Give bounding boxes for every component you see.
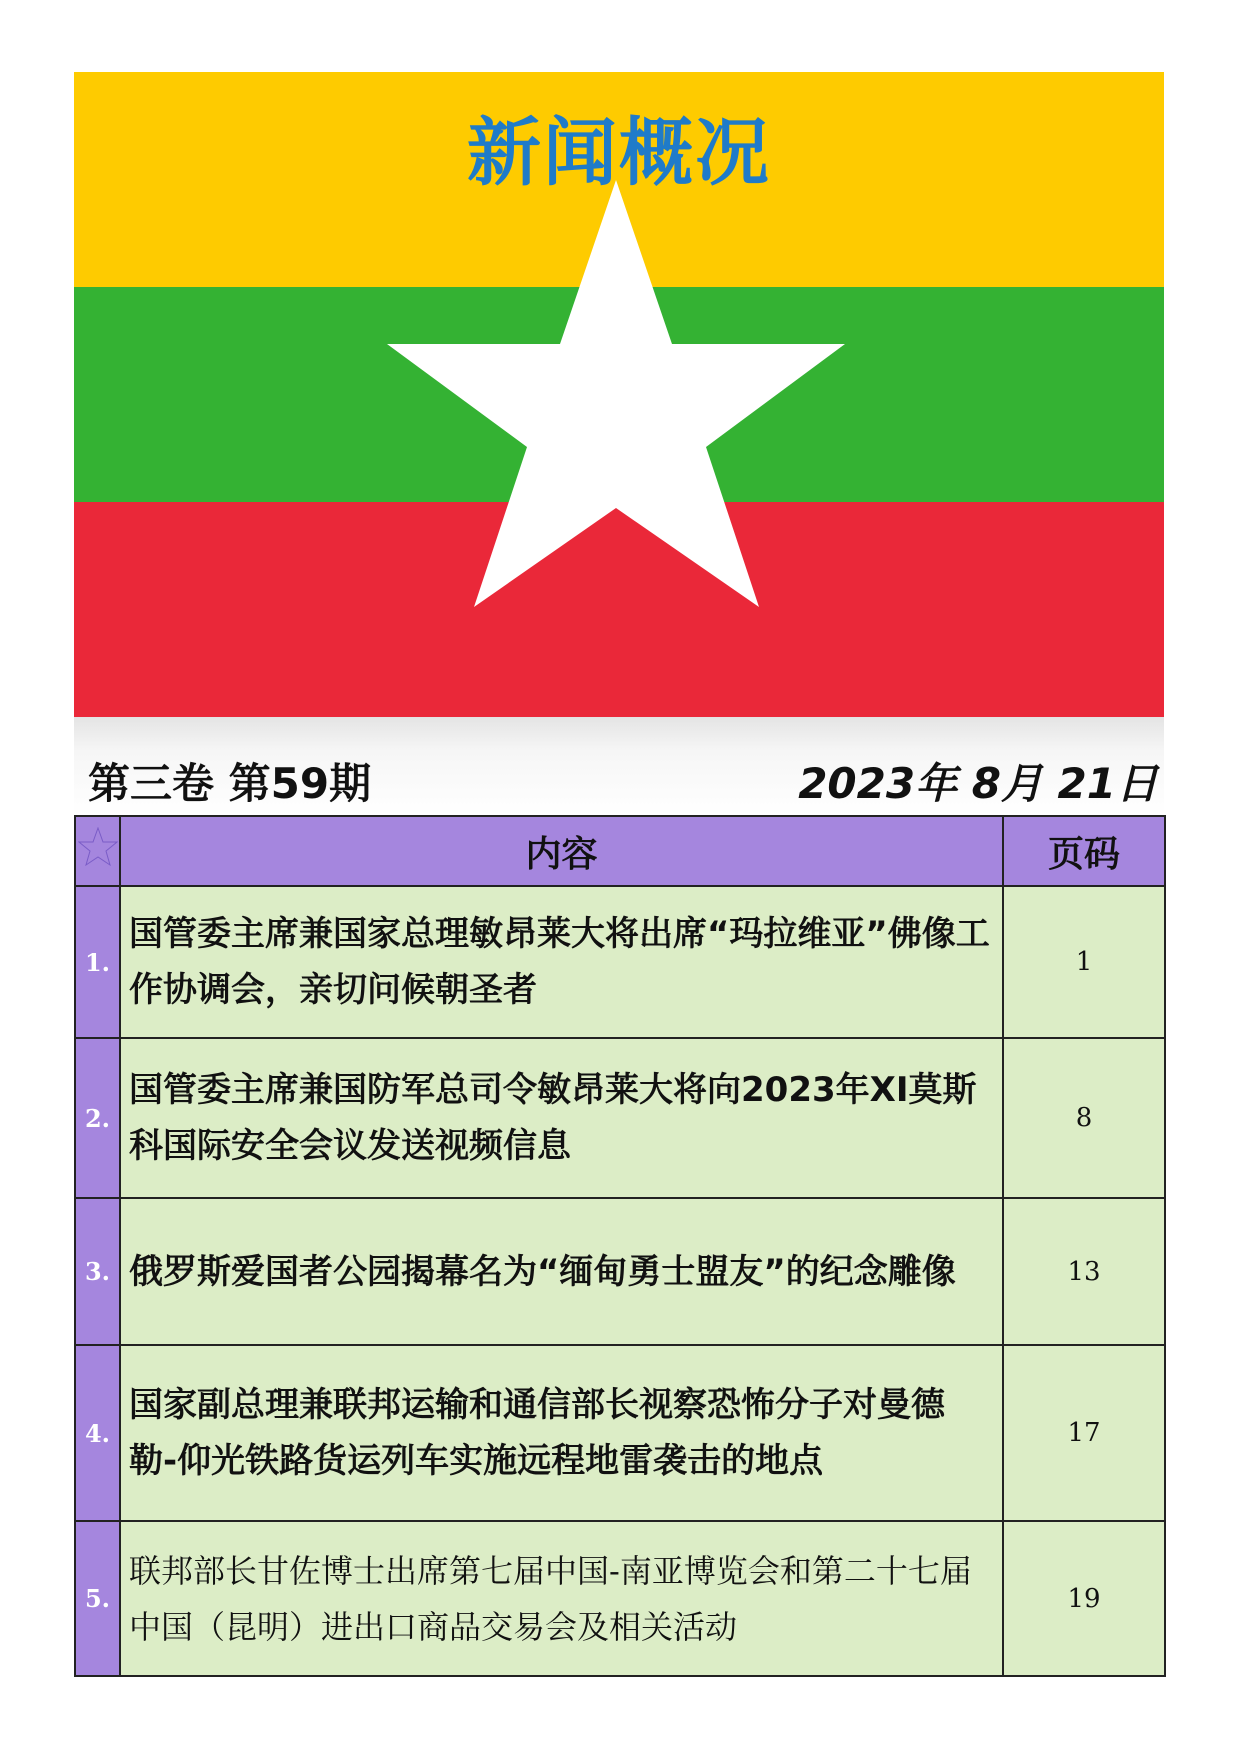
table-row[interactable] xyxy=(75,1038,1165,1198)
entry-number: 1. xyxy=(75,886,120,1038)
header-content: 内容 xyxy=(120,816,1003,886)
entry-title[interactable]: 国家副总理兼联邦运输和通信部长视察恐怖分子对曼德勒-仰光铁路货运列车实施远程地雷袭击的地点 xyxy=(120,1345,1003,1521)
entry-title[interactable]: 联邦部长甘佐博士出席第七届中国-南亚博览会和第二十七届中国（昆明）进出口商品交易会及相关活动 xyxy=(120,1521,1003,1676)
table-row[interactable] xyxy=(75,1198,1165,1345)
cover-title: 新闻概况 xyxy=(467,110,771,196)
header-star-cell xyxy=(75,816,120,886)
entry-number: 3. xyxy=(75,1198,120,1345)
table-row[interactable] xyxy=(75,1521,1165,1676)
issue-date: 2023年 8月 21日 xyxy=(798,759,1158,808)
entry-title[interactable]: 国管委主席兼国家总理敏昂莱大将出席“玛拉维亚”佛像工作协调会，亲切问候朝圣者 xyxy=(120,886,1003,1038)
entry-number: 2. xyxy=(75,1038,120,1198)
entry-title[interactable]: 俄罗斯爱国者公园揭幕名为“缅甸勇士盟友”的纪念雕像 xyxy=(120,1198,1003,1345)
entry-page: 17 xyxy=(1003,1345,1165,1521)
entry-page: 13 xyxy=(1003,1198,1165,1345)
table-row[interactable] xyxy=(75,886,1165,1038)
issue-volume: 第三卷 第59期 xyxy=(88,759,372,808)
entry-number: 4. xyxy=(75,1345,120,1521)
issue-bar xyxy=(74,717,1164,815)
contents-header-row xyxy=(75,816,1165,886)
entry-number: 5. xyxy=(75,1521,120,1676)
header-page: 页码 xyxy=(1003,816,1165,886)
entry-page: 1 xyxy=(1003,886,1165,1038)
entry-page: 19 xyxy=(1003,1521,1165,1676)
myanmar-flag xyxy=(74,72,1164,717)
table-row[interactable] xyxy=(75,1345,1165,1521)
star-icon xyxy=(78,827,118,867)
entry-page: 8 xyxy=(1003,1038,1165,1198)
entry-title[interactable]: 国管委主席兼国防军总司令敏昂莱大将向2023年XI莫斯科国际安全会议发送视频信息 xyxy=(120,1038,1003,1198)
contents-table xyxy=(74,815,1166,1677)
